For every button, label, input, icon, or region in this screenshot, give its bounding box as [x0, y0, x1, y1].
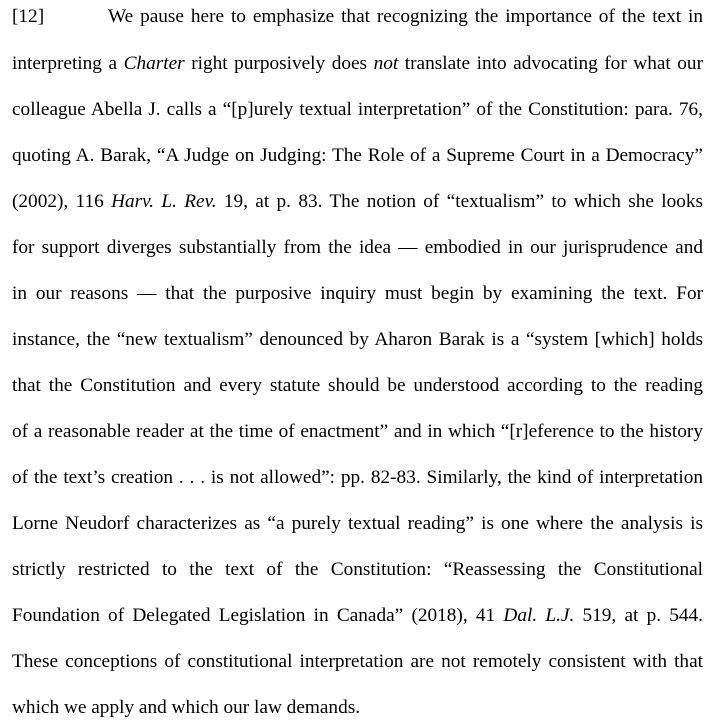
paragraph-line-6: for support diverges substantially from the idea — embodied in our jurisprudence and	[12, 237, 703, 258]
paragraph-line-2: interpreting a Charter right purposively does not translate into advocating for what our	[12, 53, 703, 74]
paragraph-line-13: strictly restricted to the text of the Constitution: “Reassessing the Constitutional	[12, 559, 703, 580]
italic-journal-2: Dal. L.J.	[503, 605, 575, 626]
italic-charter: Charter	[123, 53, 185, 74]
paragraph-number: [12]	[12, 6, 45, 27]
paragraph-line-3: colleague Abella J. calls a “[p]urely textual interpretation” of the Constitution: para. 76,	[12, 99, 703, 120]
paragraph-line-12: Lorne Neudorf characterizes as “a purely textual reading” is one where the analysis is	[12, 513, 703, 534]
paragraph-line-5: (2002), 116 Harv. L. Rev. 19, at p. 83. The notion of “textualism” to which she looks	[12, 191, 703, 212]
paragraph-line-8: instance, the “new textualism” denounced by Aharon Barak is a “system [which] holds	[12, 329, 703, 350]
paragraph-line-14: Foundation of Delegated Legislation in Canada” (2018), 41 Dal. L.J. 519, at p. 544.	[12, 605, 703, 626]
italic-journal: Harv. L. Rev.	[111, 191, 217, 212]
paragraph-line-7: in our reasons — that the purposive inquiry must begin by examining the text. For	[12, 283, 703, 304]
italic-emphasis: not	[373, 53, 399, 74]
paragraph-line-1-text: We pause here to emphasize that recognizing the importance of the text in	[108, 6, 703, 27]
paragraph-line-16: which we apply and which our law demands.	[12, 697, 361, 718]
paragraph-line-15: These conceptions of constitutional interpretation are not remotely consistent with that	[12, 651, 703, 672]
paragraph-line-4: quoting A. Barak, “A Judge on Judging: The Role of a Supreme Court in a Democracy”	[12, 145, 703, 166]
paragraph-line-9: that the Constitution and every statute should be understood according to the reading	[12, 375, 703, 396]
paragraph-line-11: of the text’s creation . . . is not allowed”: pp. 82-83. Similarly, the kind of interpretation	[12, 467, 703, 488]
paragraph-line-10: of a reasonable reader at the time of enactment” and in which “[r]eference to the history	[12, 421, 703, 442]
